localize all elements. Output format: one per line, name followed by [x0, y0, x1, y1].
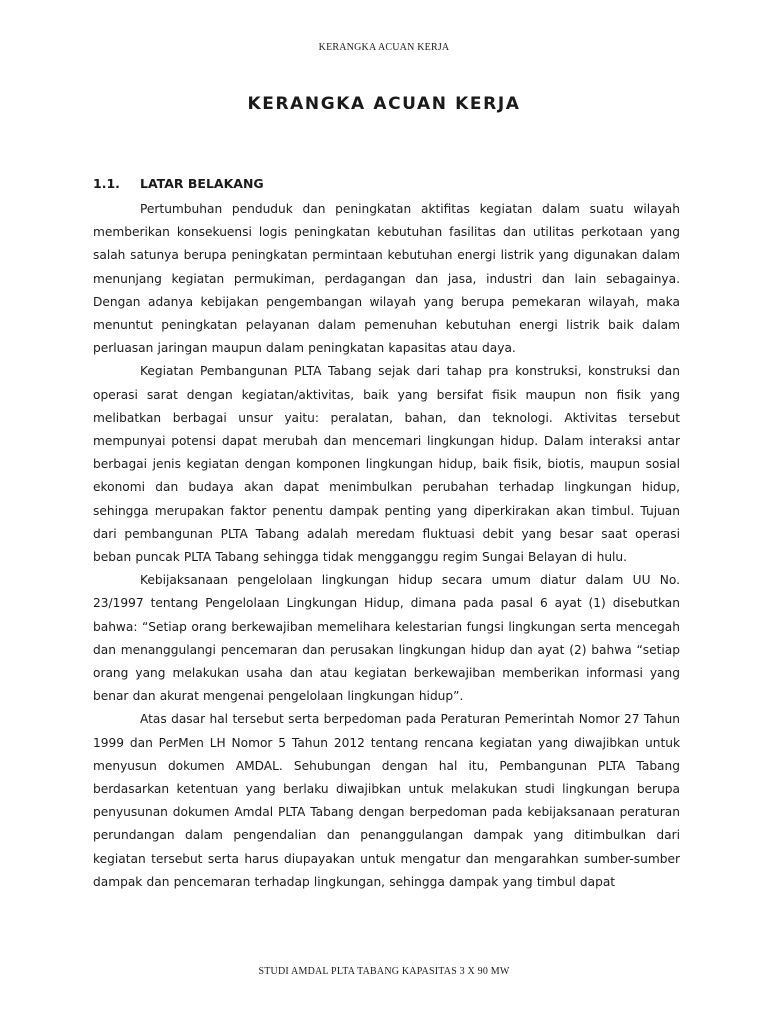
paragraph: Kegiatan Pembangunan PLTA Tabang sejak dari tahap pra konstruksi, konstruksi dan operasi sarat dengan kegiatan/aktivitas, baik yang bersifat fisik maupun non fisik yang melibatkan berbagai unsur yaitu: peralatan, bahan, dan teknologi. Aktivitas tersebut mempunyai potensi dapat merubah dan mencemari lingkungan hidup. Dalam interaksi antar berbagai jenis kegiatan dengan komponen lingkungan hidup, baik fisik, biotis, maupun sosial ekonomi dan budaya akan dapat menimbulkan perubahan terhadap lingkungan hidup, sehingga merupakan faktor penentu dampak penting yang diperkirakan akan timbul. Tujuan dari pembangunan PLTA Tabang adalah meredam fluktuasi debit yang besar saat operasi beban puncak PLTA Tabang sehingga tidak mengganggu regim Sungai Belayan di hulu.: [93, 364, 680, 565]
paragraph: Kebijaksanaan pengelolaan lingkungan hidup secara umum diatur dalam UU No. 23/1997 tentang Pengelolaan Lingkungan Hidup, dimana pada pasal 6 ayat (1) disebutkan bahwa: “Setiap orang berkewajiban memelihara kelestarian fungsi lingkungan serta mencegah dan menanggulangi pencemaran dan perusakan lingkungan hidup dan ayat (2) bahwa “setiap orang yang melakukan usaha dan atau kegiatan berkewajiban memberikan informasi yang benar dan akurat mengenai pengelolaan lingkungan hidup”.: [93, 573, 680, 704]
paragraph: Atas dasar hal tersebut serta berpedoman pada Peraturan Pemerintah Nomor 27 Tahun 1999 dan PerMen LH Nomor 5 Tahun 2012 tentang rencana kegiatan yang diwajibkan untuk menyusun dokumen AMDAL. Sehubungan dengan hal itu, Pembangunan PLTA Tabang berdasarkan ketentuan yang berlaku diwajibkan untuk melakukan studi lingkungan berupa penyusunan dokumen Amdal PLTA Tabang dengan berpedoman pada kebijaksanaan peraturan perundangan dalam pengendalian dan penanggulangan dampak yang ditimbulkan dari kegiatan tersebut serta harus diupayakan untuk mengatur dan mengarahkan sumber-sumber dampak dan pencemaran terhadap lingkungan, sehingga dampak yang timbul dapat: [93, 712, 680, 889]
running-footer: STUDI AMDAL PLTA TABANG KAPASITAS 3 X 90 MW: [258, 966, 510, 977]
running-header: KERANGKA ACUAN KERJA: [318, 42, 450, 53]
section-heading: [93, 176, 264, 191]
section-number: 1.1.: [93, 176, 120, 191]
section-title: LATAR BELAKANG: [140, 176, 264, 191]
body-text: [93, 198, 680, 894]
paragraph: Pertumbuhan penduduk dan peningkatan aktifitas kegiatan dalam suatu wilayah memberikan konsekuensi logis peningkatan kebutuhan fasilitas dan utilitas perkotaan yang salah satunya berupa peningkatan permintaan kebutuhan energi listrik yang digunakan dalam menunjang kegiatan permukiman, perdagangan dan jasa, industri dan lain sebagainya. Dengan adanya kebijakan pengembangan wilayah yang berupa pemekaran wilayah, maka menuntut peningkatan pelayanan dalam pemenuhan kebutuhan energi listrik baik dalam perluasan jaringan maupun dalam peningkatan kapasitas atau daya.: [93, 202, 680, 356]
document-title: KERANGKA ACUAN KERJA: [247, 94, 521, 114]
